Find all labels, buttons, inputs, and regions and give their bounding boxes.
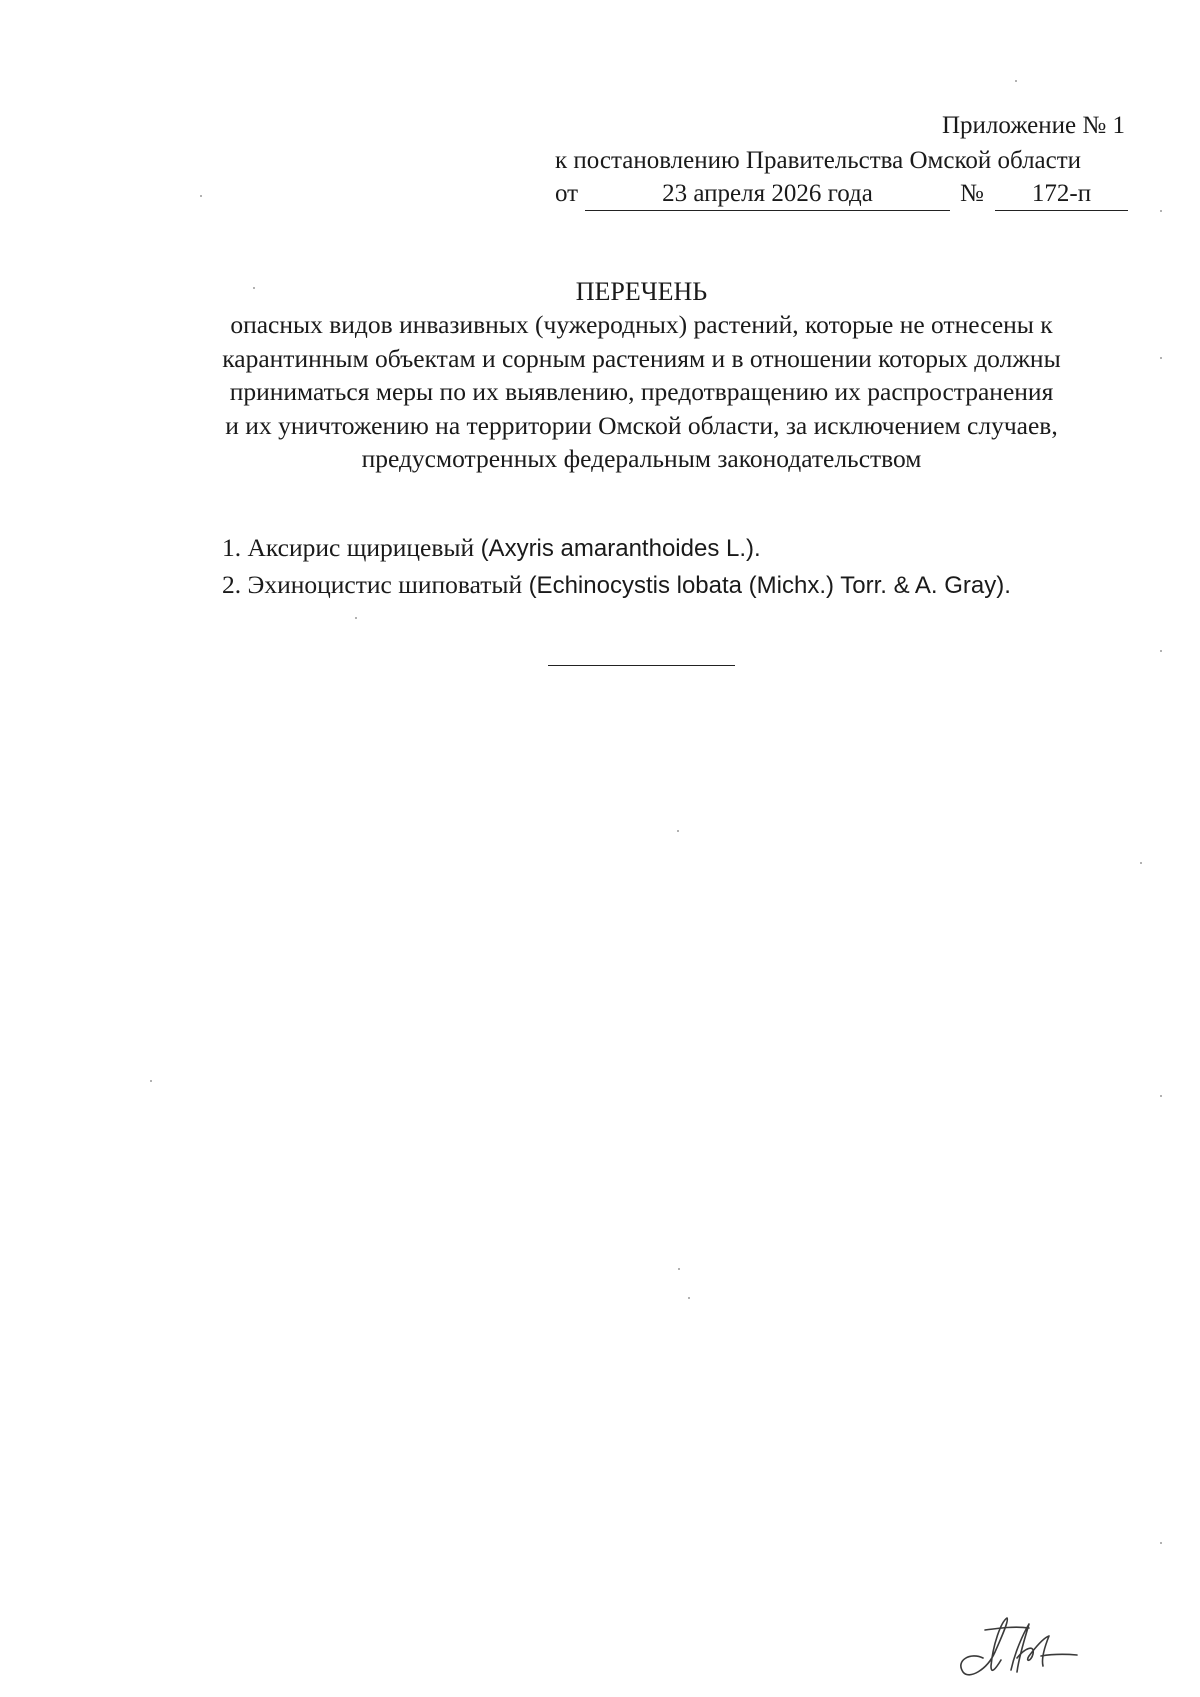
list-item	[222, 530, 1011, 567]
item-number: 2.	[222, 570, 242, 599]
resolution-date: 23 апреля 2026 года	[585, 179, 950, 211]
item-number: 1.	[222, 533, 242, 562]
scan-speck	[200, 195, 202, 197]
scan-speck	[1140, 862, 1142, 864]
end-of-list-rule	[548, 665, 735, 666]
scan-speck	[677, 830, 679, 832]
from-label: от	[555, 180, 579, 207]
resolution-number: 172-п	[995, 179, 1128, 211]
scan-speck	[253, 287, 255, 289]
subtitle-line: предусмотренных федеральным законодательством	[361, 444, 922, 473]
scan-speck	[1160, 1095, 1162, 1097]
item-name: Аксирис щирицевый	[247, 533, 475, 562]
species-list	[222, 530, 1011, 604]
subtitle-line: и их уничтожению на территории Омской области, за исключением случаев,	[225, 410, 1058, 440]
item-latin-name: (Axyris amaranthoides L.).	[480, 535, 761, 562]
signature-icon	[945, 1608, 1080, 1683]
list-item	[222, 567, 1011, 604]
scan-speck	[1160, 1542, 1162, 1544]
scan-speck	[355, 617, 357, 619]
scan-speck	[150, 1080, 152, 1082]
scan-speck	[1160, 357, 1162, 359]
date-number-line	[555, 179, 1130, 211]
scan-speck	[1160, 650, 1162, 652]
subtitle-line: карантинным объектам и сорным растениям и в отношении которых должны	[222, 343, 1061, 373]
scan-speck	[678, 1268, 680, 1270]
item-latin-name: (Echinocystis lobata (Michx.) Torr. & A. Gray).	[528, 572, 1011, 599]
scan-speck	[688, 1297, 690, 1299]
title-description	[60, 308, 1200, 476]
annex-label: Приложение № 1	[941, 112, 1125, 139]
scan-speck	[1160, 210, 1162, 212]
item-name: Эхиноцистис шиповатый	[247, 570, 523, 599]
scan-speck	[1015, 80, 1017, 82]
subtitle-line: приниматься меры по их выявлению, предотвращению их распространения	[229, 377, 1054, 406]
number-label: №	[960, 180, 984, 207]
subtitle-line: опасных видов инвазивных (чужеродных) растений, которые не отнесены к	[230, 310, 1053, 339]
resolution-reference: к постановлению Правительства Омской области	[555, 147, 1082, 174]
page-title: ПЕРЕЧЕНЬ	[575, 277, 708, 306]
